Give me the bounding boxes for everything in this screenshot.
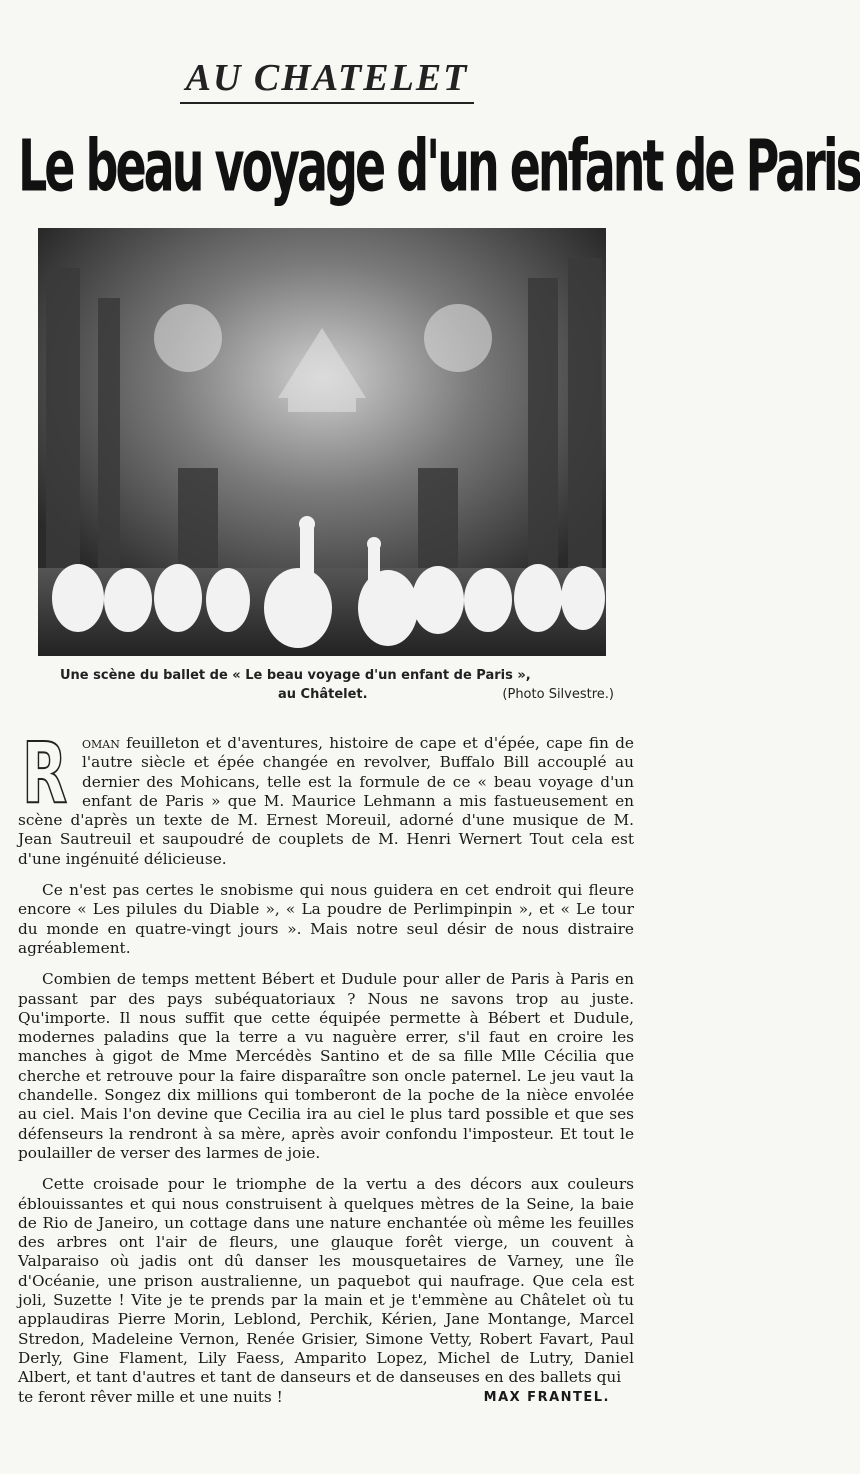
signoff-line [18, 1388, 634, 1407]
section-kicker [0, 56, 654, 104]
caption-location: au Châtelet. [278, 687, 368, 702]
caption-line-2 [60, 685, 614, 704]
paragraph-4 [18, 1175, 634, 1387]
paragraph-1-text: feuilleton et d'aventures, histoire de cape et d'épée, cape fin de l'autre siècle et épée changée en revolver, Buffalo Bill accouplé au dernier des Mohicans, telle est la formule de ce « beau voyage d'un enfant de Paris » que M. Maurice Lehmann a mis fastueusement en scène d'après un texte de M. Ernest Moreuil, adorné d'une musique de M. Jean Sautreuil et saupoudré de couplets de M. Henri Wernert Tout cela est d'une ingénuité délicieuse. [18, 734, 634, 868]
paragraph-3: Combien de temps mettent Bébert et Dudule pour aller de Paris à Paris en passant par des pays subéquatoriaux ? Nous ne savons trop au juste. Qu'importe. Il nous suffit que cette équipée permette à Bébert et Dudule, modernes paladins que la terre a vu naguère errer, s'il faut en croire les manches à gigot de Mme Mercédès Santino et de sa fille Mlle Cécilia que cherche et retrouve pour la faire disparaître son oncle paternel. Le jeu vaut la chandelle. Songez dix millions qui tomberont de la poche de la nièce envolée au ciel. Mais l'on devine que Cecilia ira au ciel le plus tard possible et que ses défenseurs la rendront à sa mère, après avoir confondu l'imposteur. Et tout le poulailler de verser des larmes de joie. [18, 970, 634, 1162]
paragraph-1 [18, 724, 634, 869]
paragraph-2: Ce n'est pas certes le snobisme qui nous guidera en cet endroit qui fleure encore « Les pilules du Diable », « La poudre de Perlimpinpin », et « Le tour du monde en quatre-vingt jours ». Mais notre seul désir de nous distraire agréablement. [18, 881, 634, 957]
kicker-text: AU CHATELET [180, 56, 475, 104]
headline: Le beau voyage d'un enfant de Paris [18, 124, 860, 208]
author-signature: MAX FRANTEL. [483, 1389, 610, 1405]
drop-cap: R [22, 724, 68, 822]
paragraph-4-text: Cette croisade pour le triomphe de la vertu a des décors aux couleurs éblouissantes et qui nous construisent à quelques mètres de la Seine, la baie de Rio de Janeiro, un cottage dans une nature enchantée où même les feuilles des arbres ont l'air de fleurs, une glauque forêt vierge, un couvent à Valparaiso où jadis ont dû danser les mousquetaires de Varney, une île d'Océanie, une prison australienne, un paquebot qui naufrage. Que cela est joli, Suzette ! Vite je te prends par la main et je t'emmène au Châtelet où tu applaudiras Pierre Morin, Leblond, Perchik, Kérien, Jane Montange, Marcel Stredon, Madeleine Vernon, Renée Grisier, Simone Vetty, Robert Favart, Paul Derly, Gine Flament, Lily Faess, Amparito Lopez, Michel de Lutry, Daniel Albert, et tant d'autres et tant de danseurs et de danseuses en des ballets qui [18, 1175, 634, 1387]
paragraph-4-last-line: te feront rêver mille et une nuits ! [18, 1387, 283, 1406]
article-body [18, 724, 634, 1407]
photo-caption [60, 666, 614, 704]
caption-line-1: Une scène du ballet de « Le beau voyage d'un enfant de Paris », [60, 668, 531, 683]
lead-word: oman [82, 734, 120, 752]
photo-illustration [38, 228, 606, 656]
ballet-scene-photo [38, 228, 606, 656]
photo-credit: (Photo Silvestre.) [502, 687, 614, 702]
